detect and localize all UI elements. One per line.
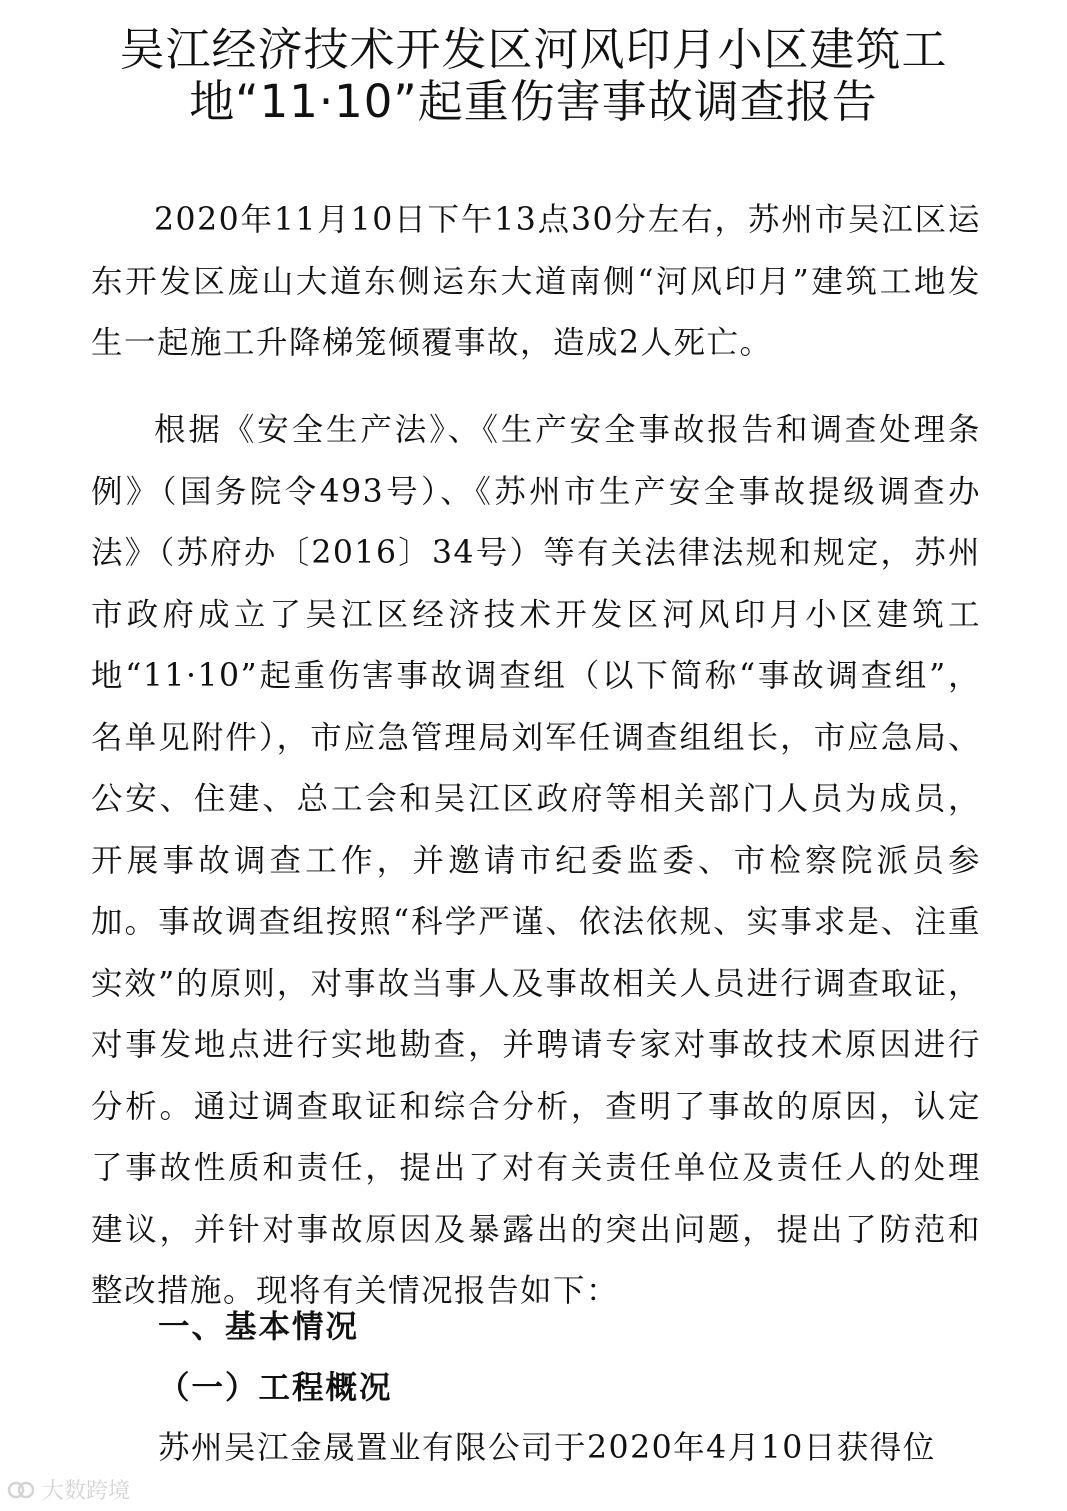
paragraph-investigation-basis: 根据《安全生产法》、《生产安全事故报告和调查处理条例》（国务院令493号）、《苏州市生产安全事故提级调查办法》（苏府办〔2016〕34号）等有关法律法规和规定，苏州市政府成立了吴江区经济技术开发区河风印月小区建筑工地“11·10”起重伤害事故调查组（以下简称“事故调查组”，名单见附件），市应急管理局刘军任调查组组长，市应急局、公安、住建、总工会和吴江区政府等相关部门人员为成员，开展事故调查工作，并邀请市纪委监委、市检察院派员参加。事故调查组按照“科学严谨、依法依规、实事求是、注重实效”的原则，对事故当事人及事故相关人员进行调查取证，对事发地点进行实地勘查，并聘请专家对事故技术原因进行分析。通过调查取证和综合分析，查明了事故的原因，认定了事故性质和责任，提出了对有关责任单位及责任人的处理建议，并针对事故原因及暴露出的突出问题，提出了防范和整改措施。现将有关情况报告如下： — [91, 412, 982, 1309]
watermark-text: 大数跨境 — [42, 1479, 131, 1504]
subsection-heading: （一）工程概况 — [158, 1369, 393, 1406]
paragraph-project-overview: 苏州吴江金晟置业有限公司于2020年4月10日获得位 — [158, 1430, 936, 1466]
section-heading: 一、基本情况 — [158, 1309, 360, 1345]
paragraph-incident-summary: 2020年11月10日下午13点30分左右，苏州市吴江区运东开发区庞山大道东侧运东大道南侧“河风印月”建筑工地发生一起施工升降梯笼倾覆事故，造成2人死亡。 — [91, 202, 981, 361]
watermark — [6, 1474, 130, 1505]
document-title-line-2: 地“11·10”起重伤害事故调查报告 — [189, 75, 878, 128]
document-title-line-1: 吴江经济技术开发区河风印月小区建筑工 — [119, 23, 948, 76]
watermark-logo-icon — [6, 1475, 36, 1505]
